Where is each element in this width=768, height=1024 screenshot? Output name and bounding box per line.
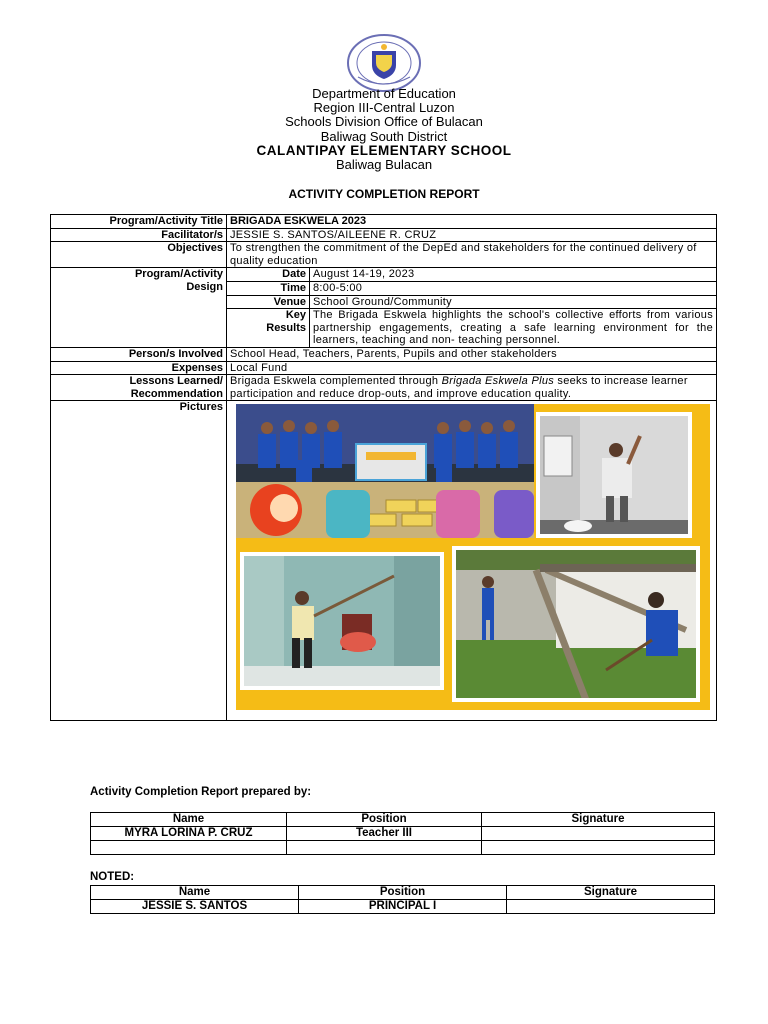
table-row <box>51 401 717 721</box>
lessons-text-pre: Brigada Eskwela complemented through <box>230 375 442 388</box>
school-address: Baliwag Bulacan <box>335 157 433 173</box>
photo-collage <box>236 404 710 710</box>
noted-label: NOTED: <box>90 871 135 883</box>
prepared-by-table <box>90 812 715 855</box>
signature-header: Signature <box>507 886 715 900</box>
key-results-label-line2: Results <box>266 321 306 334</box>
pictures-cell <box>227 401 717 721</box>
noter-position: PRINCIPAL I <box>299 900 507 914</box>
empty-cell <box>287 841 482 855</box>
key-results-value: The Brigada Eskwela highlights the school's collective efforts from various partnership engagements, creating a safe learning environment for the learners, teaching and non- teaching personnel. <box>310 309 717 348</box>
empty-cell <box>482 841 715 855</box>
table-row <box>51 361 717 375</box>
sweeping-photo <box>240 552 444 690</box>
signature-header: Signature <box>482 813 715 827</box>
group-photo <box>236 404 534 538</box>
persons-value: School Head, Teachers, Parents, Pupils and other stakeholders <box>227 347 717 361</box>
table-row <box>51 375 717 401</box>
name-header: Name <box>91 886 299 900</box>
region-name: Region III-Central Luzon <box>313 100 455 116</box>
report-title: ACTIVITY COMPLETION REPORT <box>288 187 480 201</box>
time-label: Time <box>227 281 310 295</box>
school-name: CALANTIPAY ELEMENTARY SCHOOL <box>256 142 512 158</box>
venue-value: School Ground/Community <box>310 295 717 309</box>
deped-seal <box>346 33 422 93</box>
title-value: BRIGADA ESKWELA 2023 <box>227 215 717 229</box>
lessons-label-line2: Recommendation <box>130 387 223 400</box>
lessons-label <box>51 375 227 401</box>
design-label-line2: Design <box>186 280 223 293</box>
outdoor-cleaning-photo <box>452 546 700 702</box>
table-header-row <box>91 886 715 900</box>
lessons-text-emphasis: Brigada Eskwela Plus <box>441 375 555 388</box>
preparer-signature <box>482 827 715 841</box>
prepared-by-label: Activity Completion Report prepared by: <box>90 786 312 798</box>
table-row <box>91 900 715 914</box>
division-name: Schools Division Office of Bulacan <box>285 114 483 130</box>
expenses-label: Expenses <box>51 361 227 375</box>
table-row <box>51 268 717 282</box>
design-label-line1: Program/Activity <box>134 268 223 281</box>
noter-signature <box>507 900 715 914</box>
key-results-label-line1: Key <box>285 309 306 322</box>
time-value: 8:00-5:00 <box>310 281 717 295</box>
table-row <box>51 347 717 361</box>
objectives-label: Objectives <box>51 242 227 268</box>
name-header: Name <box>91 813 287 827</box>
position-header: Position <box>287 813 482 827</box>
table-row <box>51 228 717 242</box>
table-row <box>91 841 715 855</box>
persons-label: Person/s Involved <box>51 347 227 361</box>
lessons-value <box>227 375 717 401</box>
table-row <box>91 827 715 841</box>
design-label <box>51 268 227 348</box>
expenses-value: Local Fund <box>227 361 717 375</box>
venue-label: Venue <box>227 295 310 309</box>
activity-report-table <box>50 214 717 721</box>
objectives-value: To strengthen the commitment of the DepEd and stakeholders for the continued delivery of quality education <box>227 242 717 268</box>
lessons-text-post: seeks to increase learner participation and reduce drop-outs, and improve education quality. <box>230 375 688 400</box>
position-header: Position <box>299 886 507 900</box>
department-name: Department of Education <box>312 86 456 101</box>
preparer-name: MYRA LORINA P. CRUZ <box>91 827 287 841</box>
key-results-label <box>227 309 310 348</box>
table-header-row <box>91 813 715 827</box>
facilitator-label: Facilitator/s <box>51 228 227 242</box>
noter-name: JESSIE S. SANTOS <box>91 900 299 914</box>
painting-wall-photo <box>536 412 692 538</box>
empty-cell <box>91 841 287 855</box>
table-row <box>51 215 717 229</box>
lessons-label-line1: Lessons Learned/ <box>129 375 223 388</box>
letterhead <box>0 87 768 172</box>
noted-table <box>90 885 715 914</box>
date-label: Date <box>227 268 310 282</box>
table-row <box>51 242 717 268</box>
title-label: Program/Activity Title <box>51 215 227 229</box>
preparer-position: Teacher III <box>287 827 482 841</box>
pictures-label: Pictures <box>51 401 227 721</box>
district-name: Baliwag South District <box>320 128 448 144</box>
date-value: August 14-19, 2023 <box>310 268 717 282</box>
facilitator-value: JESSIE S. SANTOS/AILEENE R. CRUZ <box>227 228 717 242</box>
